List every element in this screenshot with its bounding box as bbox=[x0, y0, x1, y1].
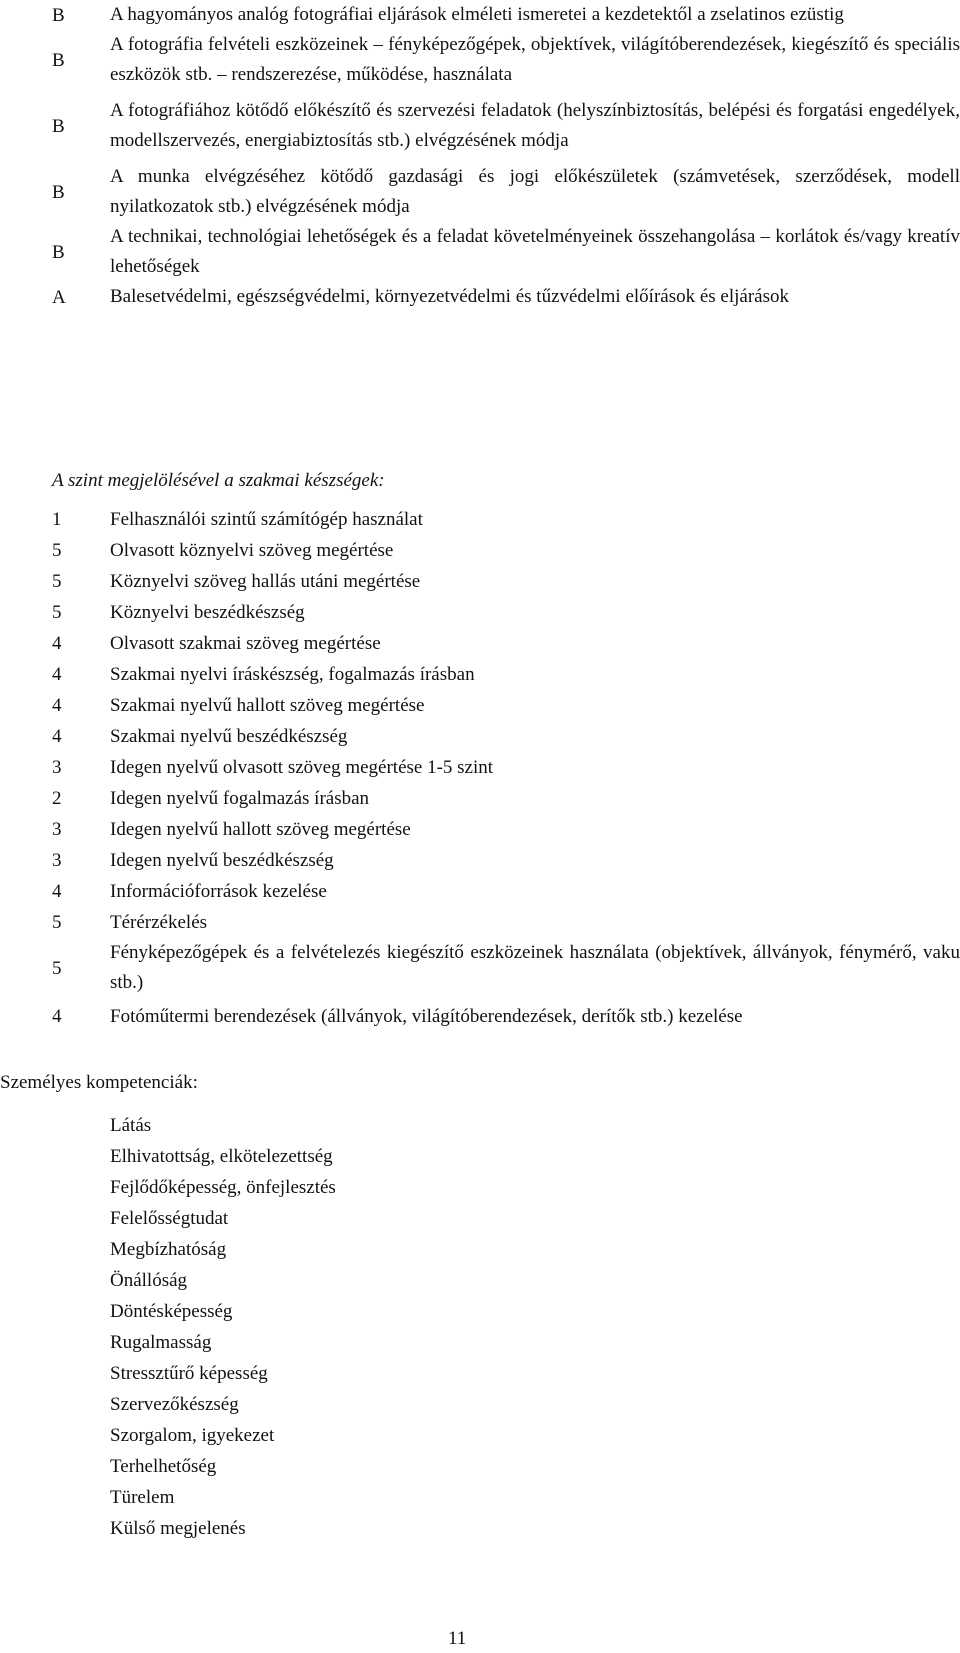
skill-level: 5 bbox=[52, 540, 62, 561]
competency-item: Türelem bbox=[110, 1487, 175, 1508]
skill-level: 2 bbox=[52, 788, 62, 809]
competency-item: Rugalmasság bbox=[110, 1332, 212, 1353]
skill-text: Idegen nyelvű fogalmazás írásban bbox=[110, 788, 370, 809]
skill-row bbox=[52, 783, 960, 814]
competency-item: Elhivatottság, elkötelezettség bbox=[110, 1146, 333, 1167]
competency-item: Stressztűrő képesség bbox=[110, 1363, 268, 1384]
skill-row bbox=[52, 504, 960, 535]
skill-text: Szakmai nyelvű beszédkészség bbox=[110, 726, 348, 747]
skill-text: Szakmai nyelvű hallott szöveg megértése bbox=[110, 695, 425, 716]
competency-item: Döntésképesség bbox=[110, 1301, 233, 1322]
skill-level: 4 bbox=[52, 726, 62, 747]
skill-row bbox=[52, 597, 960, 628]
skill-text: Fényképezőgépek és a felvételezés kiegészítő eszközeinek használata (objektívek, állványok, fénymérő, vaku stb.) bbox=[110, 942, 960, 993]
skill-level: 1 bbox=[52, 509, 62, 530]
skill-text: Idegen nyelvű hallott szöveg megértése bbox=[110, 819, 411, 840]
competency-item: Felelősségtudat bbox=[110, 1208, 229, 1229]
skill-level: 4 bbox=[52, 633, 62, 654]
skill-row bbox=[52, 659, 960, 690]
skill-text: Köznyelvi beszédkészség bbox=[110, 602, 305, 623]
skill-level: 5 bbox=[52, 602, 62, 623]
skill-row bbox=[52, 721, 960, 752]
skill-row bbox=[52, 535, 960, 566]
skill-row bbox=[52, 690, 960, 721]
knowledge-text: A munka elvégzéséhez kötődő gazdasági és jogi előkészületek (számvetések, szerződések, modell nyilatkozatok stb.) elvégzésének módja bbox=[110, 166, 960, 217]
skill-row bbox=[52, 628, 960, 659]
knowledge-text: A fotográfiához kötődő előkészítő és szervezési feladatok (helyszínbiztosítás, belépési és forgatási engedélyek, modellszervezés, energiabiztosítás stb.) elvégzésének módja bbox=[110, 100, 960, 151]
skill-text: Idegen nyelvű beszédkészség bbox=[110, 850, 334, 871]
knowledge-level: B bbox=[52, 115, 65, 137]
competency-item: Megbízhatóság bbox=[110, 1239, 227, 1260]
skill-row bbox=[52, 907, 960, 938]
skill-level: 3 bbox=[52, 757, 62, 778]
skill-row bbox=[52, 876, 960, 907]
skill-row bbox=[52, 845, 960, 876]
knowledge-level: B bbox=[52, 241, 65, 263]
skill-level: 3 bbox=[52, 850, 62, 871]
competency-item: Látás bbox=[110, 1115, 152, 1136]
competency-item: Fejlődőképesség, önfejlesztés bbox=[110, 1177, 336, 1198]
skill-text: Felhasználói szintű számítógép használat bbox=[110, 509, 423, 530]
knowledge-level: B bbox=[52, 181, 65, 203]
page-number: 11 bbox=[448, 1628, 467, 1649]
skill-row bbox=[52, 1001, 960, 1032]
knowledge-row bbox=[52, 0, 960, 30]
knowledge-table bbox=[52, 0, 960, 312]
knowledge-row bbox=[52, 222, 960, 282]
knowledge-text: Balesetvédelmi, egészségvédelmi, környezetvédelmi és tűzvédelmi előírások és eljárások bbox=[110, 286, 789, 307]
skill-row bbox=[52, 566, 960, 597]
skill-level: 5 bbox=[52, 912, 62, 933]
skill-level: 3 bbox=[52, 819, 62, 840]
knowledge-row bbox=[52, 162, 960, 222]
skill-level: 4 bbox=[52, 1006, 62, 1027]
skill-text: Információforrások kezelése bbox=[110, 881, 327, 902]
skill-text: Szakmai nyelvi íráskészség, fogalmazás írásban bbox=[110, 664, 475, 685]
skill-level: 5 bbox=[52, 571, 62, 592]
skill-level: 4 bbox=[52, 664, 62, 685]
skill-text: Térérzékelés bbox=[110, 912, 208, 933]
personal-competencies-list bbox=[110, 1110, 336, 1544]
knowledge-text: A technikai, technológiai lehetőségek és a feladat követelményeinek összehangolása – korlátok és/vagy kreatív lehetőségek bbox=[110, 226, 960, 277]
knowledge-row bbox=[52, 30, 960, 90]
knowledge-row bbox=[52, 282, 960, 312]
skill-text: Olvasott köznyelvi szöveg megértése bbox=[110, 540, 394, 561]
personal-competencies-heading: Személyes kompetenciák: bbox=[0, 1072, 198, 1093]
skill-row bbox=[52, 814, 960, 845]
knowledge-row bbox=[52, 96, 960, 156]
competency-item: Külső megjelenés bbox=[110, 1518, 246, 1539]
skills-heading: A szint megjelölésével a szakmai készségek: bbox=[52, 470, 385, 491]
skill-text: Olvasott szakmai szöveg megértése bbox=[110, 633, 381, 654]
competency-item: Szervezőkészség bbox=[110, 1394, 239, 1415]
skill-text: Köznyelvi szöveg hallás utáni megértése bbox=[110, 571, 421, 592]
skill-level: 4 bbox=[52, 695, 62, 716]
skill-row bbox=[52, 938, 960, 998]
knowledge-level: B bbox=[52, 4, 65, 26]
knowledge-text: A fotográfia felvételi eszközeinek – fényképezőgépek, objektívek, világítóberendezések, kiegészítő és speciális eszközök stb. – rendszerezése, működése, használata bbox=[110, 34, 960, 85]
skill-row bbox=[52, 752, 960, 783]
skill-text: Idegen nyelvű olvasott szöveg megértése 1-5 szint bbox=[110, 757, 494, 778]
skill-level: 5 bbox=[52, 957, 62, 979]
competency-item: Terhelhetőség bbox=[110, 1456, 217, 1477]
competency-item: Szorgalom, igyekezet bbox=[110, 1425, 275, 1446]
skill-level: 4 bbox=[52, 881, 62, 902]
knowledge-level: A bbox=[52, 286, 66, 308]
knowledge-text: A hagyományos analóg fotográfiai eljárások elméleti ismeretei a kezdetektől a zselatinos ezüstig bbox=[110, 4, 844, 25]
competency-item: Önállóság bbox=[110, 1270, 188, 1291]
skills-list bbox=[52, 504, 960, 1032]
skill-text: Fotóműtermi berendezések (állványok, világítóberendezések, derítők stb.) kezelése bbox=[110, 1006, 743, 1027]
knowledge-level: B bbox=[52, 49, 65, 71]
